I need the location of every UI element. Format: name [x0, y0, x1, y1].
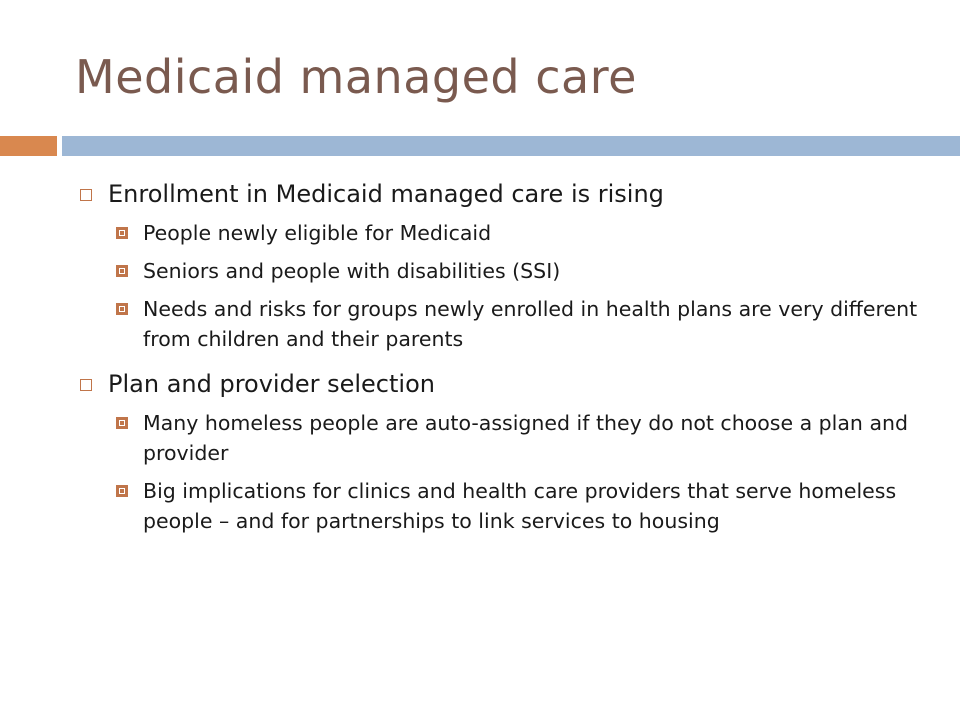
accent-bar-orange — [0, 136, 57, 156]
sub-bullet-item — [80, 408, 920, 468]
sub-bullet-item — [80, 294, 920, 354]
sub-bullet-item — [80, 218, 920, 248]
slide-title: Medicaid managed care — [75, 50, 637, 104]
sub-bullet-text: Big implications for clinics and health care providers that serve homeless people – and for partnerships to link services to housing — [143, 479, 897, 533]
bullet-item — [80, 178, 920, 210]
sub-bullet-text: Seniors and people with disabilities (SSI) — [143, 259, 561, 283]
bullet-text: Plan and provider selection — [108, 370, 435, 398]
hollow-square-bullet-icon — [80, 189, 92, 201]
bullet-item — [80, 368, 920, 400]
accent-bar-blue — [62, 136, 960, 156]
square-bullet-icon — [116, 417, 128, 429]
sub-bullet-text: Many homeless people are auto-assigned if they do not choose a plan and provider — [143, 411, 909, 465]
sub-bullet-item — [80, 476, 920, 536]
bullet-text: Enrollment in Medicaid managed care is rising — [108, 180, 664, 208]
sub-bullet-text: People newly eligible for Medicaid — [143, 221, 492, 245]
square-bullet-icon — [116, 303, 128, 315]
square-bullet-icon — [116, 265, 128, 277]
square-bullet-icon — [116, 485, 128, 497]
sub-bullet-item — [80, 256, 920, 286]
hollow-square-bullet-icon — [80, 379, 92, 391]
sub-bullet-text: Needs and risks for groups newly enrolled in health plans are very different from children and their parents — [143, 297, 918, 351]
square-bullet-icon — [116, 227, 128, 239]
bullet-list — [80, 178, 920, 536]
